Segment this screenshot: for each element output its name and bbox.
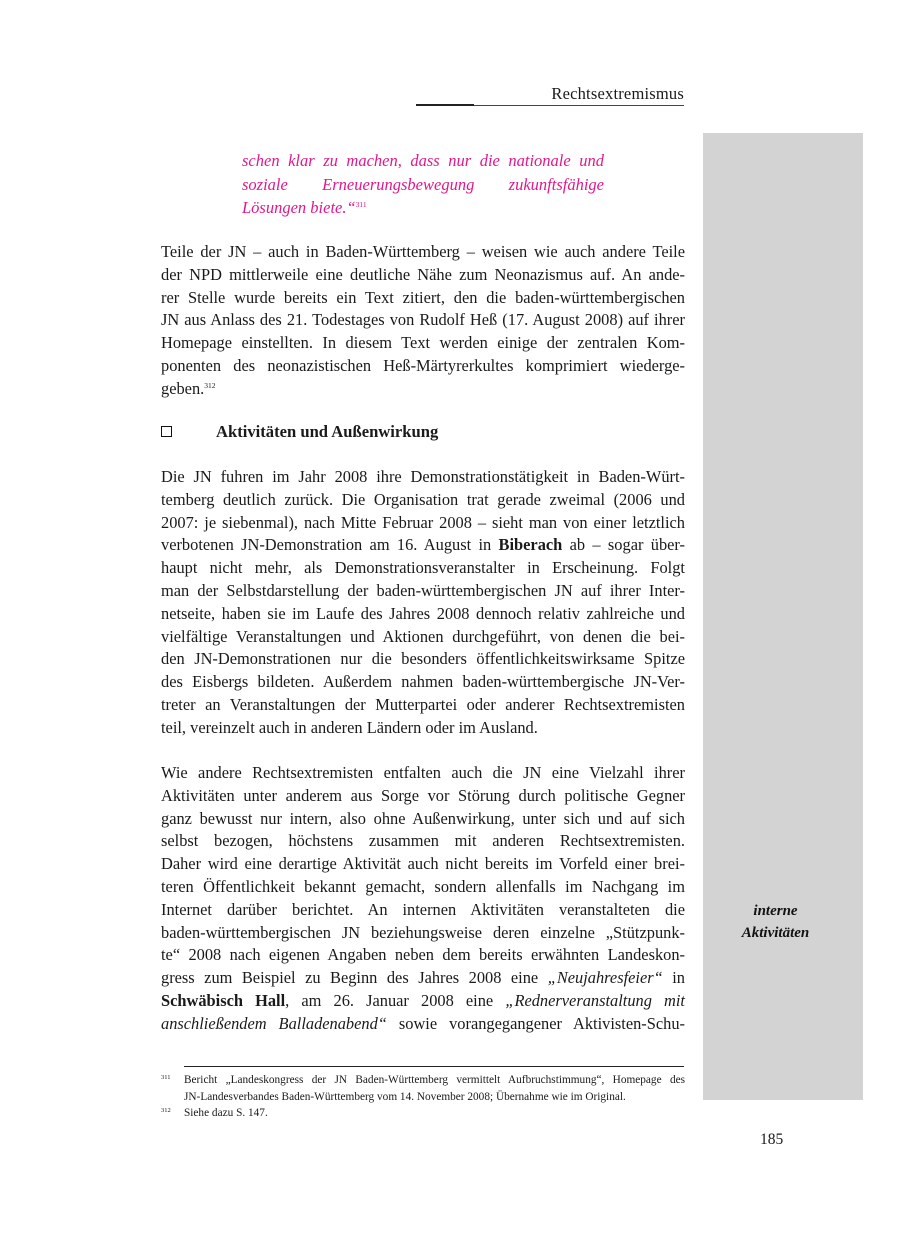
footnote-text: [184, 1105, 685, 1122]
paragraph-line: des Eisbergs bildeten. Außerdem nahmen baden-württembergische JN-Ver-: [161, 672, 685, 692]
paragraph-line: 2007: je siebenmal), nach Mitte Februar 2008 – sieht man von einer letztlich: [161, 512, 685, 532]
paragraph-line: [161, 534, 685, 557]
paragraph-line: JN aus Anlass des 21. Todestages von Rudolf Heß (17. August 2008) auf ihrer: [161, 310, 685, 330]
section-heading-text: Aktivitäten und Außenwirkung: [216, 422, 439, 441]
paragraph-line: Teile der JN – auch in Baden-Württemberg – weisen wie auch andere Teile: [161, 242, 685, 261]
quote-line-text: Lösungen biete.“: [242, 198, 356, 217]
footnote-reference: 311: [355, 200, 367, 209]
paragraph-line: Internet darüber berichtet. An internen Aktivitäten veranstalteten die: [161, 899, 685, 919]
text-run: sowie vorangegangener Aktivisten-Schu-: [386, 1013, 685, 1033]
paragraph-line: [161, 967, 685, 990]
text-run: gress zum Beispiel zu Beginn des Jahres 2008 eine: [161, 968, 548, 988]
footnote-line: Bericht „Landeskongress der JN Baden-Württemberg vermittelt Aufbruchstimmung“, Homepage des: [184, 1074, 685, 1086]
paragraph-line: ganz bewusst nur intern, also ohne Außenwirkung, unter sich und auf sich: [161, 808, 685, 828]
text-run: , am 26. Januar 2008 eine: [285, 990, 506, 1010]
footnote-311: [161, 1072, 685, 1105]
quote-line: schen klar zu machen, dass nur die nationale und: [242, 151, 604, 170]
paragraph-demonstrationen: [161, 466, 685, 740]
paragraph-line: man der Selbstdarstellung der baden-württembergischen JN auf ihrer Inter-: [161, 580, 685, 600]
paragraph-line-last: [161, 378, 685, 401]
page-number: 185: [760, 1131, 784, 1148]
paragraph-line: Wie andere Rechtsextremisten entfalten auch die JN eine Vielzahl ihrer: [161, 763, 685, 782]
text-run: verbotenen JN-Demonstration am 16. August in: [161, 535, 499, 555]
paragraph-line: teren Öffentlichkeit bekannt gemacht, sondern allenfalls im Nachgang im: [161, 876, 685, 896]
footnote-text: [184, 1072, 685, 1105]
footnote-reference: 312: [204, 380, 216, 390]
paragraph-line: ponenten des neonazistischen Heß-Märtyrerkultes komprimiert wiederge-: [161, 355, 685, 375]
paragraph-line: vielfältige Veranstaltungen und Aktionen durchgeführt, von denen die bei-: [161, 626, 685, 646]
event-name-neujahresfeier: „Neujahresfeier“: [547, 968, 663, 988]
footnote-number: 311: [161, 1074, 171, 1081]
paragraph-line-text: geben.: [161, 378, 205, 398]
paragraph-interne-aktivitaeten: [161, 762, 685, 1036]
paragraph-line-last: teil, vereinzelt auch in anderen Ländern oder im Ausland.: [161, 717, 538, 737]
paragraph-line: Daher wird eine derartige Aktivität auch nicht bereits im Vorfeld einer brei-: [161, 854, 685, 874]
footnotes: [161, 1072, 685, 1122]
paragraph-line: haupt nicht mehr, als Demonstrationsveranstalter in Erscheinung. Folgt: [161, 558, 685, 578]
footnote-separator: [184, 1066, 684, 1067]
margin-note-line: interne: [753, 903, 798, 919]
paragraph-line: den JN-Demonstrationen nur die besonders öffentlichkeitswirksame Spitze: [161, 649, 685, 669]
place-name-schwaebisch-hall: Schwäbisch Hall: [161, 990, 286, 1010]
paragraph-line: [161, 990, 685, 1013]
paragraph-line: der NPD mittlerweile eine deutliche Nähe zum Neonazismus auf. An ande-: [161, 264, 685, 284]
paragraph-line: te“ 2008 nach eigenen Angaben neben dem bereits erwähnten Landeskon-: [161, 945, 685, 965]
running-header-title: Rechtsextremismus: [551, 84, 684, 103]
paragraph-line: Aktivitäten unter anderem aus Sorge vor Störung durch politische Gegner: [161, 785, 685, 805]
block-quote: [242, 149, 604, 220]
paragraph-line: rer Stelle wurde bereits ein Text zitiert, den die baden-württembergischen: [161, 287, 685, 307]
header-rule-thick: [416, 104, 474, 106]
header-rule-thin: [474, 105, 684, 106]
place-name-biberach: Biberach: [498, 535, 563, 555]
paragraph-line: treter an Veranstaltungen der Mutterpartei oder anderer Rechtsextremisten: [161, 694, 685, 714]
paragraph-line: [161, 1013, 685, 1036]
margin-column: [703, 133, 863, 1100]
paragraph-line: netseite, haben sie im Laufe des Jahres 2008 dennoch relativ zahlreiche und: [161, 603, 685, 623]
quote-line: soziale Erneuerungsbewegung zukunftsfähige: [242, 174, 604, 194]
checkbox-bullet-icon: [161, 426, 172, 437]
footnote-number: 312: [161, 1107, 171, 1115]
quote-line-last: [242, 196, 604, 220]
event-name-balladenabend: anschließendem Balladenabend“: [161, 1013, 387, 1033]
event-name-rednerveranstaltung: „Rednerveranstaltung mit: [505, 990, 685, 1010]
paragraph-line: selbst bezogen, höchstens zusammen mit anderen Rechtsextremisten.: [161, 831, 685, 851]
footnote-line: JN-Landesverbandes Baden-Württemberg vom 14. November 2008; Übernahme wie im Original.: [184, 1090, 626, 1103]
text-run: in: [662, 968, 685, 988]
text-run: ab – sogar über-: [562, 535, 686, 555]
footnote-312: [161, 1105, 685, 1122]
paragraph-jn-neonazismus: [161, 241, 685, 401]
paragraph-line: Die JN fuhren im Jahr 2008 ihre Demonstrationstätigkeit in Baden-Würt-: [161, 467, 685, 486]
margin-note-line: Aktivitäten: [741, 925, 810, 941]
paragraph-line: Homepage einstellten. In diesem Text werden einige der zentralen Kom-: [161, 333, 685, 353]
paragraph-line: temberg deutlich zurück. Die Organisation trat gerade zweimal (2006 und: [161, 489, 685, 509]
paragraph-line: baden-württembergischen JN beziehungsweise deren einzelne „Stützpunk-: [161, 922, 685, 942]
margin-note: [703, 900, 848, 944]
footnote-line: Siehe dazu S. 147.: [184, 1107, 268, 1120]
